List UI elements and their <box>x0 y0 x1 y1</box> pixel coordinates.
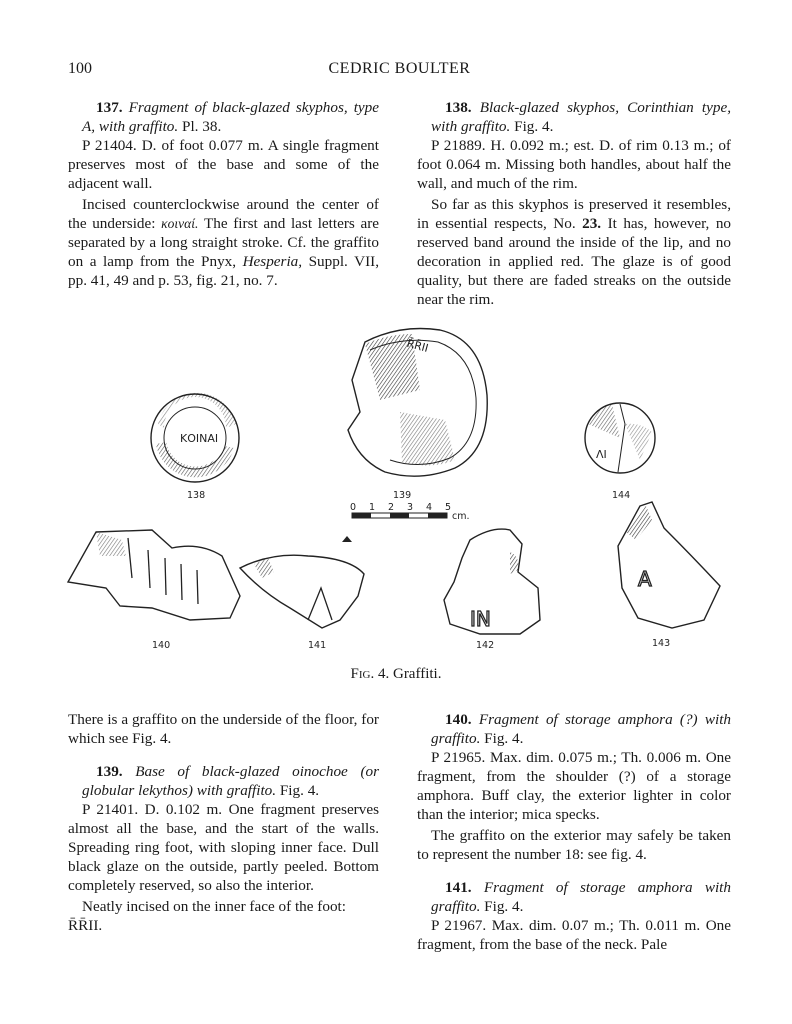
graffito-138: ΚΟΙΝΑΙ <box>180 432 219 445</box>
figure-4-drawing <box>40 320 752 660</box>
entry-141-heading <box>417 878 731 916</box>
scale-tick-2: 2 <box>388 502 395 513</box>
entry-title: Fragment of storage amphora (?) with graffito. <box>431 711 732 747</box>
figure-caption-label: Fig. 4. <box>350 666 390 682</box>
figure-caption <box>0 666 792 683</box>
text-run: Suppl. VII, pp. 41, 49 and p. 53, fig. 21, no. 7. <box>68 253 379 289</box>
figure-4 <box>40 320 752 660</box>
fig-label-144: 144 <box>612 490 631 501</box>
sherd-140 <box>40 320 240 651</box>
entry-137-paragraph-2 <box>68 195 379 290</box>
fig-label-141: 141 <box>308 640 327 651</box>
scale-tick-4: 4 <box>426 502 433 513</box>
entry-figure-ref: Fig. 4. <box>484 730 524 747</box>
graffito-139: R̄R̄II <box>405 336 430 356</box>
entry-139-paragraph-2: Neatly incised on the inner face of the foot: <box>82 898 346 915</box>
entry-title: Black-glazed skyphos, Corinthian type, with graffito. <box>431 99 731 135</box>
entry-number: 139. <box>96 763 123 780</box>
greek-inscription: κοιναί. <box>161 216 199 231</box>
entry-number: 138. <box>445 99 472 116</box>
entry-title: Fragment of storage amphora with graffito. <box>431 879 731 915</box>
entry-137-heading <box>68 98 379 136</box>
sherd-138 <box>151 393 239 501</box>
scale-tick-1: 1 <box>369 502 376 513</box>
entry-137 <box>68 98 379 290</box>
scale-unit: cm. <box>452 511 470 522</box>
entry-number: 137. <box>96 99 123 116</box>
entry-139-inscription: R̄R̄II. <box>68 917 103 934</box>
page-number: 100 <box>68 60 92 77</box>
entry-140-heading <box>417 710 731 748</box>
fig-label-143: 143 <box>652 638 671 649</box>
sherd-142 <box>444 529 540 651</box>
entry-140-paragraph-1: P 21965. Max. dim. 0.075 m.; Th. 0.006 m. One fragment, from the shoulder (?) of a storage amphora. Buff clay, the exterior lighter in color than the interior; mica specks. <box>417 749 731 823</box>
running-head: CEDRIC BOULTER <box>328 60 471 77</box>
page-header <box>68 60 731 82</box>
entry-138-continuation: There is a graffito on the underside of the floor, for which see Fig. 4. <box>68 711 379 747</box>
left-column-bottom <box>68 710 379 935</box>
entry-title: Fragment of black-glazed skyphos, type A, with graffito. <box>82 99 379 135</box>
text-run: Incised counterclockwise around the center of the underside: <box>68 196 379 232</box>
entry-figure-ref: Fig. 4. <box>514 118 554 135</box>
fig-label-138: 138 <box>187 490 206 501</box>
scale-tick-0: 0 <box>350 502 357 513</box>
sherd-144 <box>585 403 655 501</box>
text-run: The first and last letters are separated by a long straight stroke. Cf. the graffito on a lamp from the Pnyx, <box>68 215 379 270</box>
fig-label-142: 142 <box>476 640 495 651</box>
scale-tick-3: 3 <box>407 502 414 513</box>
entry-140-paragraph-2: The graffito on the exterior may safely be taken to represent the number 18: see fig. 4. <box>417 827 731 863</box>
entry-title: Base of black-glazed oinochoe (or globular lekythos) with graffito. <box>82 763 380 799</box>
scale-tick-5: 5 <box>445 502 452 513</box>
spacer <box>68 748 379 762</box>
entry-141-paragraph-1: P 21967. Max. dim. 0.07 m.; Th. 0.011 m. One fragment, from the base of the neck. Pale <box>417 917 731 953</box>
sherd-141 <box>240 536 364 651</box>
figure-caption-text: Graffiti. <box>392 666 442 682</box>
graffito-143: A <box>638 567 652 591</box>
entry-figure-ref: Pl. 38. <box>182 118 222 135</box>
entry-138-heading <box>417 98 731 136</box>
entry-137-paragraph-1: P 21404. D. of foot 0.077 m. A single fragment preserves most of the base and some of the adjacent wall. <box>68 137 379 192</box>
entry-number: 140. <box>445 711 472 728</box>
fig-label-140: 140 <box>152 640 171 651</box>
graffito-142: IN <box>470 607 491 631</box>
right-column-bottom <box>417 710 731 954</box>
text-run: So far as this skyphos is preserved it resembles, in essential respects, No. <box>417 196 731 232</box>
text-run: It has, however, no reserved band around the inside of the lip, and no decoration in applied red. The glaze is of good quality, but there are faded streaks on the outside near the rim. <box>417 215 732 308</box>
entry-figure-ref: Fig. 4. <box>279 782 320 799</box>
graffito-144: ΛΙ <box>596 448 607 461</box>
sherd-139 <box>348 329 487 502</box>
sherd-143 <box>618 502 720 649</box>
entry-139-heading <box>68 762 379 800</box>
scale-bar <box>350 502 470 522</box>
fig-label-139: 139 <box>393 490 412 501</box>
entry-138 <box>417 98 731 309</box>
entry-139-paragraph-1: P 21401. D. 0.102 m. One fragment preserves almost all the base, and the start of the walls. Spreading ring foot, with sloping inner face. Dull black glaze on the outside, partly peeled. Bottom completely reserved, so also the interior. <box>68 801 379 894</box>
entry-figure-ref: Fig. 4. <box>484 898 524 915</box>
journal-title: Hesperia, <box>242 253 303 270</box>
entry-number: 141. <box>445 879 472 896</box>
cross-reference: 23. <box>582 215 602 232</box>
entry-138-paragraph-1: P 21889. H. 0.092 m.; est. D. of rim 0.13 m.; of foot 0.064 m. Missing both handles, about half the wall, and much of the rim. <box>417 137 731 192</box>
entry-138-paragraph-2 <box>417 195 731 309</box>
spacer <box>417 864 731 878</box>
